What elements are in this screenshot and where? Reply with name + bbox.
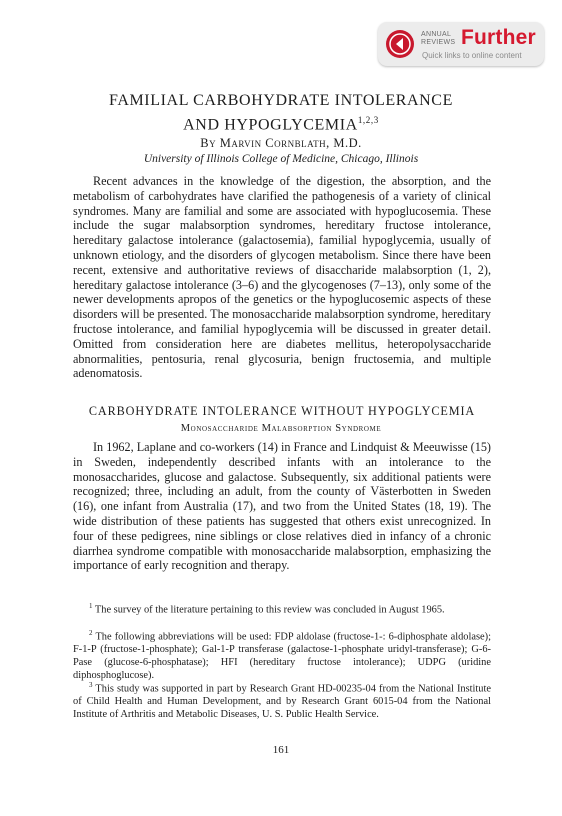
intro-paragraph: Recent advances in the knowledge of the digestion, the absorption, and the metabolism of carbohydrates have clarified the pathogenesis of a variety of clinical syndromes. Many are familial and some are associated with hypoglucosemia. These include the sugar malabsorption syndromes, hereditary fructose intolerance, hereditary galactose intolerance (galactosemia), familial hypoglycemia, usually of unknown etiology, and the disorders of glycogen metabolism. Since there have been recent, extensive and authoritative reviews of disaccharide malabsorption (1, 2), hereditary galactose intolerance (3–6) and the glycogenoses (7–13), only some of the newer developments apropos of the genetics or the hypoglucosemic aspects of these disorders will be presented. The monosaccharide malabsorption syndrome, hereditary fructose intolerance, and familial hypoglycemia will be discussed in greater detail. Omitted from consideration here are diabetes mellitus, heteropolysaccharide abnormalities, pentosuria, renal glycosuria, benign fructosemia, and multiple adenomatosis. [73, 174, 491, 381]
byline [0, 136, 562, 151]
further-badge[interactable] [378, 22, 544, 66]
footnote-1: $^1$ The survey of the literature pertaining to this review was concluded in August 1965. [89, 602, 445, 616]
footnote-2: $^2$ The following abbreviations will be used: FDP aldolase (fructose-1-: 6-diphosphate aldolase); F-1-P (fructose-1-phosphate); Gal-1-P transferase (galactose-1-phosphate uridyl-transferase); G-6-Pase (glucose-6-phosphatase); HFI (hereditary fructose intolerance); UDPG (uridine diphosphoglucose). [73, 629, 491, 682]
page-number: 161 [272, 744, 290, 756]
byline-prefix: By [200, 136, 217, 150]
section-paragraph: In 1962, Laplane and co-workers (14) in France and Lindquist & Meeuwisse (15) in Sweden, independently described infants with an intolerance to the monosaccharides, glucose and galactose. Subsequently, six additional patients were recognized; three, including an adult, from the county of Västerbotten in Sweden (16), one infant from Australia (17), and two from the United States (18, 19). The wide distribution of these patients has suggested that others exist unrecognized. In four of these pedigrees, nine siblings or close relatives died in infancy of a chronic diarrhea syndrome compatible with monosaccharide malabsorption, emphasizing the importance of early recognition and therapy. [73, 440, 491, 573]
article-title-line2: AND HYPOGLYCEMIA$^{1,2,3}$ [183, 115, 379, 134]
further-tagline: Quick links to online content [422, 51, 522, 60]
subsection-heading: Monosaccharide Malabsorption Syndrome [180, 423, 382, 434]
article-title-line1: FAMILIAL CARBOHYDRATE INTOLERANCE [109, 92, 453, 109]
play-arrow-icon [386, 30, 414, 58]
author-affiliation: University of Illinois College of Medicine, Chicago, Illinois [143, 153, 419, 165]
footnote-3: $^3$ This study was supported in part by Research Grant HD-00235-04 from the National Institute of Child Health and Human Development, and by Research Grant 6015-04 from the National Institute of Arthritis and Metabolic Diseases, U. S. Public Health Service. [73, 681, 491, 721]
section-heading: CARBOHYDRATE INTOLERANCE WITHOUT HYPOGLYCEMIA [88, 404, 476, 418]
title-footnote-marks[interactable]: 1,2,3 [357, 115, 379, 125]
author-name: Marvin Cornblath, M.D. [219, 136, 362, 150]
publisher-name: ANNUAL REVIEWS [421, 31, 456, 46]
further-label: Further [461, 26, 536, 49]
